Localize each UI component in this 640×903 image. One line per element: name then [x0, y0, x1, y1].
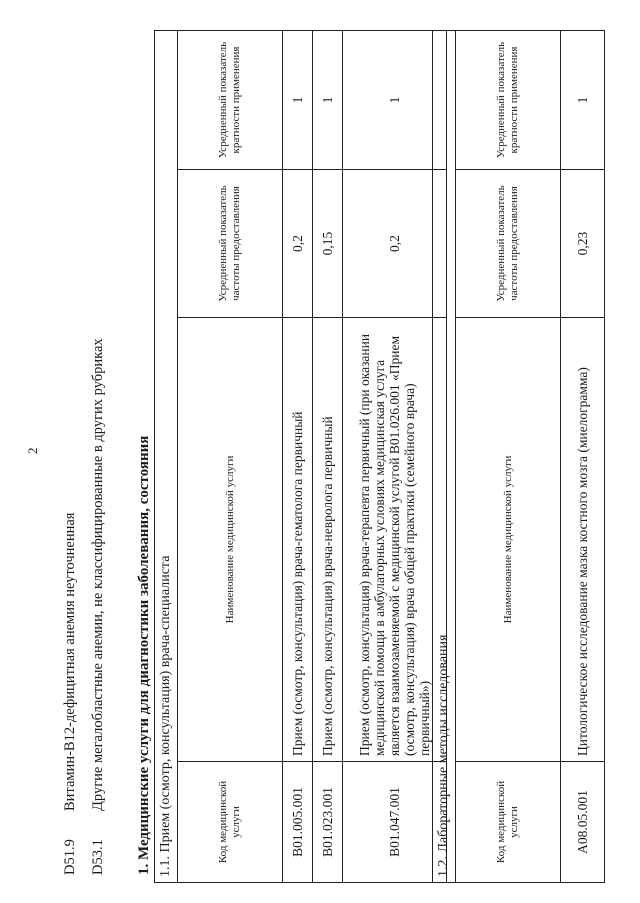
table-caption: 1.2. Лабораторные методы исследования [433, 30, 456, 882]
service-multiplicity: 1 [561, 30, 605, 169]
service-frequency: 0,2 [343, 170, 447, 318]
diagnosis-code: D51.9 [62, 839, 78, 875]
service-multiplicity: 1 [343, 30, 447, 169]
table-row [343, 30, 447, 882]
header-name: Наименование медицинской услуги [456, 318, 561, 762]
diagnosis-line [62, 175, 82, 875]
services-table-specialist [154, 30, 447, 883]
diagnosis-name: Другие мегалобластные анемии, не классифицированные в других рубриках [90, 338, 106, 811]
header-name: Наименование медицинской услуги [178, 318, 283, 762]
service-code: B01.023.001 [313, 762, 343, 883]
service-frequency: 0,15 [313, 170, 343, 318]
service-frequency: 0,2 [283, 170, 313, 318]
header-code: Код медицинской услуги [456, 762, 561, 883]
service-code: B01.005.001 [283, 762, 313, 883]
page-number: 2 [25, 447, 40, 454]
header-frequency: Усредненный показатель частоты предоставления [456, 170, 561, 318]
table-caption: 1.1. Прием (осмотр, консультация) врача-специалиста [155, 30, 178, 882]
service-code: A08.05.001 [561, 762, 605, 883]
table-row [283, 30, 313, 882]
services-table-laboratory [432, 30, 605, 883]
header-frequency: Усредненный показатель частоты предоставления [178, 170, 283, 318]
service-code: B01.047.001 [343, 762, 447, 883]
service-name: Цитологическое исследование мазка костного мозга (миелограмма) [561, 318, 605, 762]
header-multiplicity: Усредненный показатель кратности применения [178, 30, 283, 169]
service-name: Прием (осмотр, консультация) врача-терапевта первичный (при оказании медицинской помощи в амбулаторных условиях медицинская услуга является взаимозаменяемой с медицинской услугой B01.026.001 «Прием (осмотр, консультация) врача общей практики (семейного врача) первичный») [343, 318, 447, 762]
service-multiplicity: 1 [283, 30, 313, 169]
service-name: Прием (осмотр, консультация) врача-невролога первичный [313, 318, 343, 762]
service-name: Прием (осмотр, консультация) врача-гематолога первичный [283, 318, 313, 762]
diagnosis-code: D53.1 [90, 839, 106, 875]
table-row [561, 30, 605, 882]
section-title: 1. Медицинские услуги для диагностики заболевания, состояния [136, 435, 152, 875]
header-code: Код медицинской услуги [178, 762, 283, 883]
service-frequency: 0,23 [561, 170, 605, 318]
diagnosis-name: Витамин-B12-дефицитная анемия неуточненная [62, 512, 78, 811]
service-multiplicity: 1 [313, 30, 343, 169]
table-row [313, 30, 343, 882]
header-multiplicity: Усредненный показатель кратности применения [456, 30, 561, 169]
diagnosis-line [90, 175, 110, 875]
